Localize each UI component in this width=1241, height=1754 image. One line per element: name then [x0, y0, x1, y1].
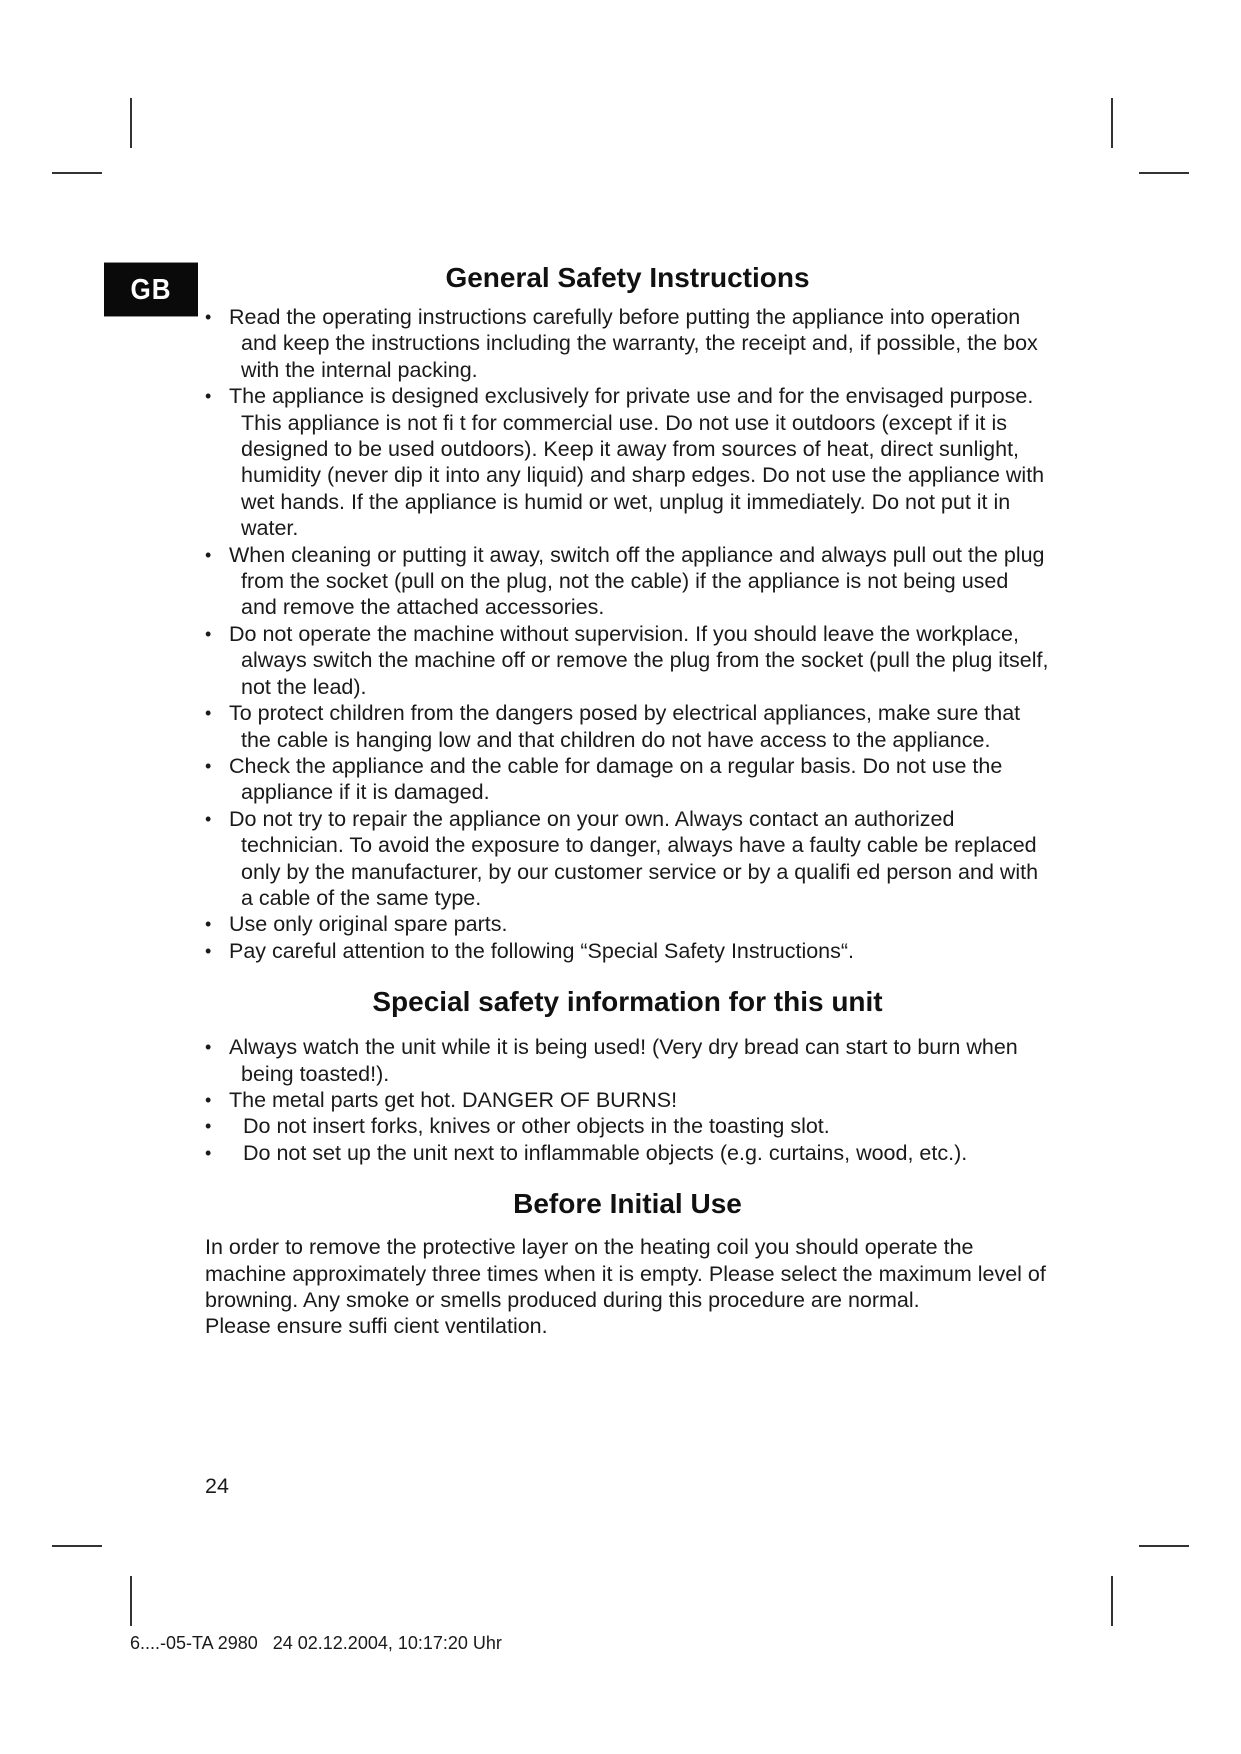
- special-safety-list: [205, 1034, 1050, 1166]
- ventilation-note: Please ensure suffi cient ventilation.: [205, 1314, 548, 1339]
- footer-imprint: 6....-05-TA 2980 24 02.12.2004, 10:17:20 Uhr: [130, 1633, 502, 1653]
- list-item: • Use only original spare parts.: [205, 911, 1050, 937]
- list-item: • Pay careful attention to the following “Special Safety Instructions“.: [205, 938, 1050, 964]
- list-item: • Do not set up the unit next to inflammable objects (e.g. curtains, wood, etc.).: [205, 1140, 1050, 1166]
- list-item: • When cleaning or putting it away, switch off the appliance and always pull out the plug from the socket (pull on the plug, not the cable) if the appliance is not being used and remove the attached accessories.: [205, 542, 1050, 621]
- list-item: • Read the operating instructions carefully before putting the appliance into operation and keep the instructions including the warranty, the receipt and, if possible, the box with the internal packing.: [205, 304, 1050, 383]
- before-use-paragraph: In order to remove the protective layer on the heating coil you should operate the machine approximately three times when it is empty. Please select the maximum level of browning. Any smoke or smells produced during this procedure are normal.: [205, 1235, 1046, 1312]
- list-item: • Always watch the unit while it is being used! (Very dry bread can start to burn when being toasted!).: [205, 1034, 1050, 1087]
- list-item: • To protect children from the dangers posed by electrical appliances, make sure that the cable is hanging low and that children do not have access to the appliance.: [205, 700, 1050, 753]
- list-item: • The metal parts get hot. DANGER OF BURNS!: [205, 1087, 1050, 1113]
- crop-mark-bottom-right-horizontal: [1139, 1545, 1189, 1547]
- crop-mark-top-left-vertical: [130, 98, 132, 148]
- crop-mark-top-right-horizontal: [1139, 172, 1189, 174]
- general-safety-heading: General Safety Instructions: [445, 262, 810, 293]
- list-item: • Check the appliance and the cable for damage on a regular basis. Do not use the appliance if it is damaged.: [205, 753, 1050, 806]
- before-initial-use-heading: Before Initial Use: [513, 1188, 742, 1220]
- crop-mark-top-right-vertical: [1111, 98, 1113, 148]
- crop-mark-bottom-left-horizontal: [52, 1545, 102, 1547]
- list-item: • The appliance is designed exclusively for private use and for the envisaged purpose. This appliance is not fi t for commercial use. Do not use it outdoors (except if it is designed to be used outdoors). Keep it away from sources of heat, direct sunlight, humidity (never dip it into any liquid) and sharp edges. Do not use the appliance with wet hands. If the appliance is humid or wet, unplug it immediately. Do not put it in water.: [205, 383, 1050, 541]
- crop-mark-bottom-left-vertical: [130, 1576, 132, 1626]
- page-content: [205, 258, 1050, 1340]
- list-item: • Do not operate the machine without supervision. If you should leave the workplace, always switch the machine off or remove the plug from the socket (pull the plug itself, not the lead).: [205, 621, 1050, 700]
- list-item: • Do not insert forks, knives or other objects in the toasting slot.: [205, 1113, 1050, 1139]
- special-safety-heading: Special safety information for this unit: [372, 986, 883, 1018]
- general-safety-list: [205, 304, 1050, 964]
- list-item: • Do not try to repair the appliance on your own. Always contact an authorized technician. To avoid the exposure to danger, always have a faulty cable be replaced only by the manufacturer, by our customer service or by a qualifi ed person and with a cable of the same type.: [205, 806, 1050, 912]
- crop-mark-top-left-horizontal: [52, 172, 102, 174]
- crop-mark-bottom-right-vertical: [1111, 1576, 1113, 1626]
- page-number: 24: [205, 1474, 229, 1498]
- language-tab: GB: [104, 263, 198, 317]
